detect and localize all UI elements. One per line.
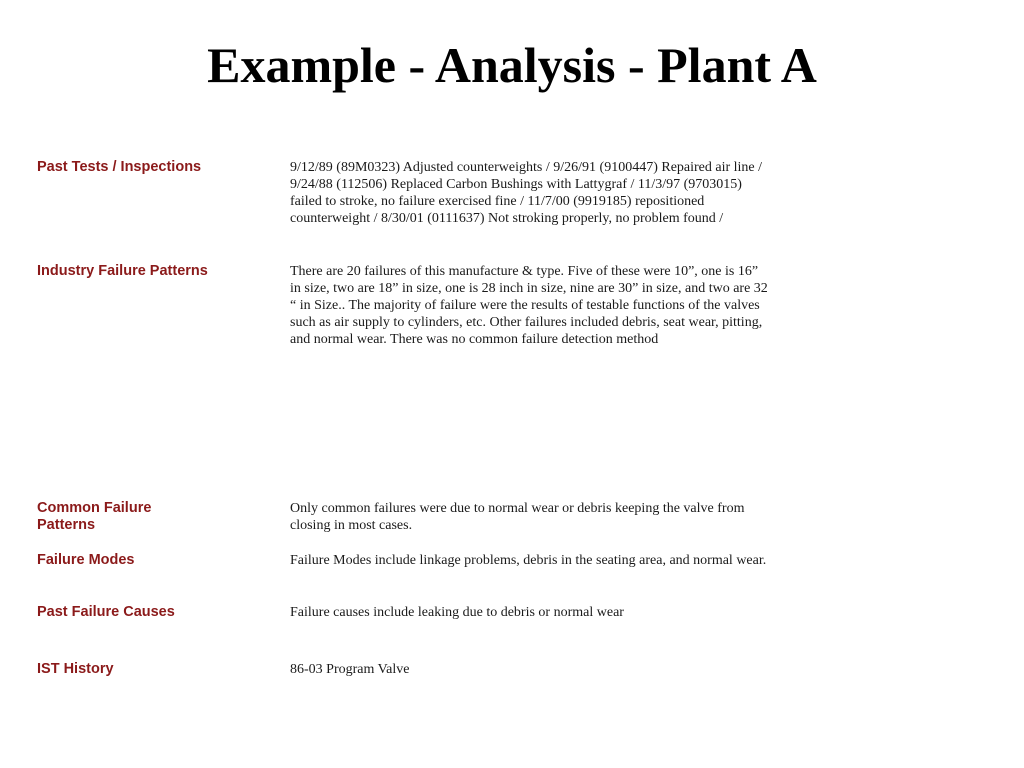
row-label: Failure Modes bbox=[37, 552, 135, 568]
row-label: Past Tests / Inspections bbox=[37, 159, 202, 175]
slide-title: Example - Analysis - Plant A bbox=[207, 37, 817, 93]
row-label: IST History bbox=[37, 661, 114, 677]
row-value: Failure Modes include linkage problems, debris in the seating area, and normal wear. bbox=[290, 553, 767, 568]
row-value: Failure causes include leaking due to debris or normal wear bbox=[290, 605, 624, 620]
row-label: Industry Failure Patterns bbox=[37, 263, 208, 279]
row-value: There are 20 failures of this manufacture & type. Five of these were 10”, one is 16” in size, two are 18” in size, one is 28 inch in size, nine are 30” in size, and two are 32 “ in Size.. The majority of failure were the results of testable functions of the valves such as air supply to cylinders, etc. Other failures included debris, seat wear, pitting, and normal wear. There was no common failure detection method bbox=[290, 264, 768, 347]
row-value: 9/12/89 (89M0323) Adjusted counterweights / 9/26/91 (9100447) Repaired air line / 9/24/88 (112506) Replaced Carbon Bushings with Lattygraf / 11/3/97 (9703015) failed to stroke, no failure exercised fine / 11/7/00 (9919185) repositioned counterweight / 8/30/01 (0111637) Not stroking properly, no problem found / bbox=[290, 160, 763, 226]
row-value: 86-03 Program Valve bbox=[290, 662, 410, 677]
row-value: Only common failures were due to normal wear or debris keeping the valve from closing in most cases. bbox=[290, 501, 745, 533]
row-label: Past Failure Causes bbox=[37, 604, 175, 620]
row-label: Common Failure Patterns bbox=[37, 500, 152, 533]
